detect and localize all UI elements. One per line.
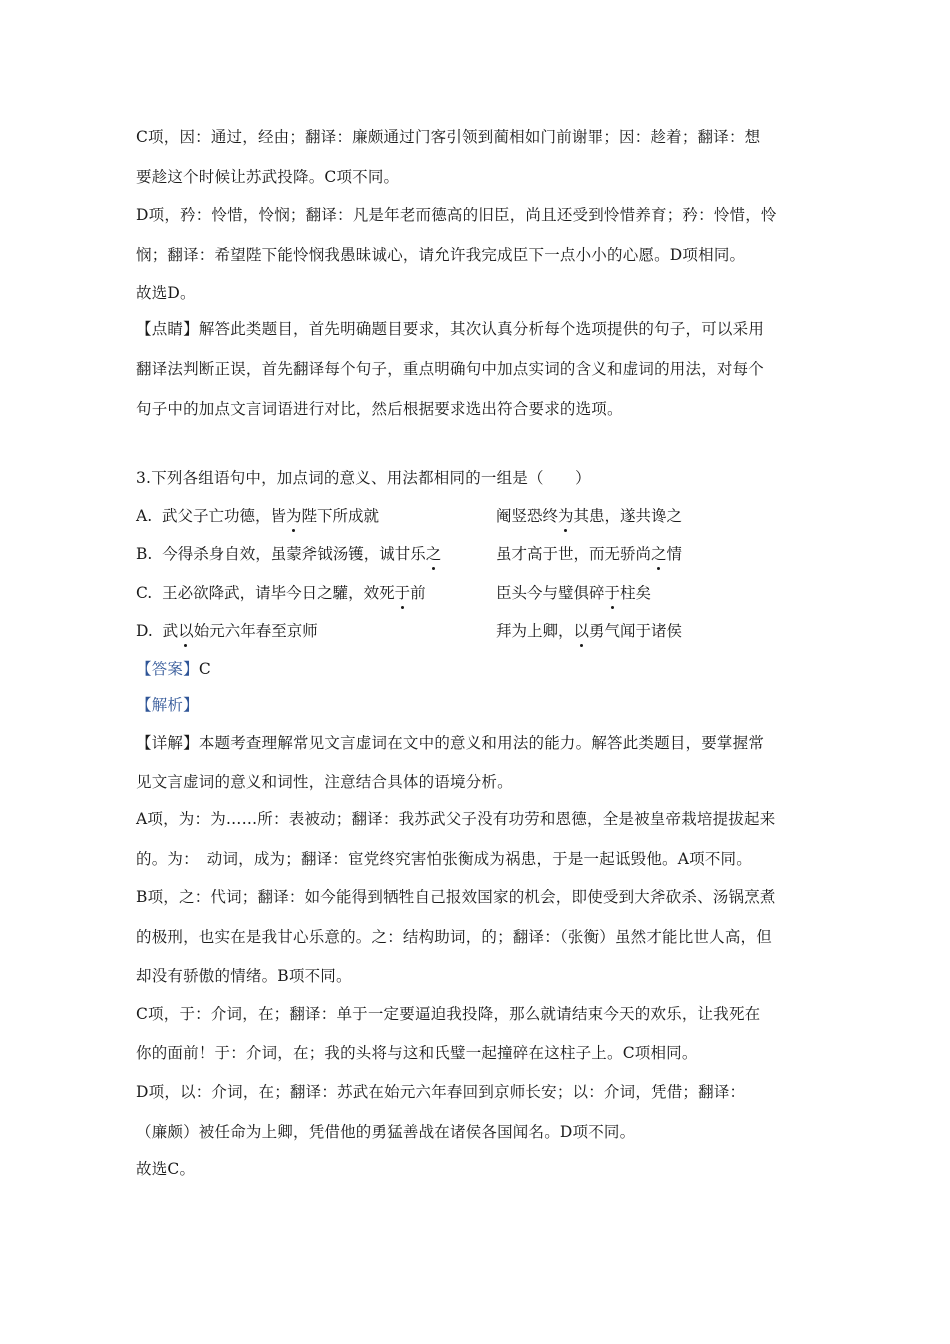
explain-line: （廉颇）被任命为上卿，凭借他的勇猛善战在诸侯各国闻名。D项不同。 (136, 1123, 636, 1141)
answer-line (136, 658, 816, 680)
dotted-word: 以 (178, 622, 194, 640)
text-line: 悯；翻译：希望陛下能怜悯我愚昧诚心，请允许我完成臣下一点小小的心愿。D项相同。 (136, 246, 746, 264)
option-label: B. (136, 545, 153, 563)
explain-line: 的极刑，也实在是我甘心乐意的。之：结构助词，的；翻译：（张衡）虽然才能比世人高，但 (136, 928, 772, 946)
document-page: C项，因：通过，经由；翻译：廉颇通过门客引领到蔺相如门前谢罪；因：趁着；翻译：想 要趁这个时候让苏武投降。C项不同。 D项，矜：怜惜，怜悯；翻译：凡是年老而德高的旧臣，尚且还受到怜惜养育；矜：怜惜，怜 悯；翻译：希望陛下能怜悯我愚昧诚心，请允许我完成臣下一点小小的心愿。D项相同。 故选D。 【点睛】解答此类题目，首先明确题目要求，其次认真分析每个选项提供的句子，可以采用 翻译法判断正误，首先翻译每个句子，重点明确句中加点实词的含义和虚词的用法，对每个 句子中的加点文言词语进行对比，然后根据要求选出符合要求的选项。 3.下列各组语句中，加点词的意义、用法都相同的一组是（ ） A. 武父子亡功德，皆为陛下所成就 阉竖恐终为其患，遂共谗之 B. 今得杀身自效，虽蒙斧钺汤镬，诚甘乐之 虽才高于世，而无骄尚之情 C. 王必欲降武，请毕今日之驩，效死于前 臣头今与璧俱碎于柱矣 D. 武以始元六年春至京师 拜为上卿，以勇气闻于诸侯 【答案】C 【解析】 【详解】本题考查理解常见文言虚词在文中的意义和用法的能力。解答此类题目，要掌握常 见文言虚词的意义和词性，注意结合具体的语境分析。 A项，为：为……所：表被动；翻译：我苏武父子没有功劳和恩德，全是被皇帝栽培提拔起来 的。为： 动词，成为；翻译：宦党终究害怕张衡成为祸患，于是一起诋毁他。A项不同。 B项，之：代词；翻译：如今能得到牺牲自己报效国家的机会，即使受到大斧砍杀、汤锅烹煮 的极刑，也实在是我甘心乐意的。之：结构助词，的；翻译：（张衡）虽然才能比世人高，但 却没有骄傲的情绪。B项不同。 C项，于：介词，在；翻译：单于一定要逼迫我投降，那么就请结束今天的欢乐，让我死在 你的面前！于：介词，在；我的头将与这和氏璧一起撞碎在这柱子上。C项相同。 D项，以：介词，在；翻译：苏武在始元六年春回到京师长安；以：介词，凭借；翻译： （廉颇）被任命为上卿，凭借他的勇猛善战在诸侯各国闻名。D项不同。 故选C。 (0, 0, 950, 1344)
dianjing-line (136, 318, 816, 340)
dotted-word: 于 (394, 584, 411, 602)
analysis-tag: 【解析】 (136, 696, 199, 714)
option-label: D. (136, 622, 153, 640)
text-line: 句子中的加点文言词语进行对比，然后根据要求选出符合要求的选项。 (136, 400, 623, 418)
dotted-word: 之 (651, 545, 667, 563)
detail-tag: 【详解】 (136, 734, 199, 752)
answer-value: C (198, 660, 211, 678)
dotted-word: 为 (558, 507, 574, 525)
explain-line: 的。为： 动词，成为；翻译：宦党终究害怕张衡成为祸患，于是一起诋毁他。A项不同。 (136, 850, 752, 868)
option-label: C. (136, 584, 153, 602)
option-label: A. (136, 507, 153, 525)
question-stem: 3.下列各组语句中，加点词的意义、用法都相同的一组是（ ） (136, 469, 591, 487)
detail-text: 本题考查理解常见文言虚词在文中的意义和用法的能力。解答此类题目，要掌握常 (198, 734, 765, 752)
explain-line: D项，以：介词，在；翻译：苏武在始元六年春回到京师长安；以：介词，凭借；翻译： (136, 1083, 746, 1101)
dianjing-tag: 【点睛】 (136, 320, 199, 338)
explain-line: C项，于：介词，在；翻译：单于一定要逼迫我投降，那么就请结束今天的欢乐，让我死在 (136, 1005, 761, 1023)
answer-tag: 【答案】 (136, 660, 199, 678)
detail-line (136, 732, 816, 754)
text-line: 见文言虚词的意义和词性，注意结合具体的语境分析。 (136, 773, 513, 791)
explain-line: A项，为：为……所：表被动；翻译：我苏武父子没有功劳和恩德，全是被皇帝栽培提拔起来 (136, 810, 776, 828)
explain-line: 却没有骄傲的情绪。B项不同。 (136, 967, 352, 985)
dotted-word: 于 (604, 584, 621, 602)
dotted-word: 之 (425, 545, 442, 563)
dotted-word: 为 (286, 507, 302, 525)
dotted-word: 以 (573, 622, 590, 640)
explain-line: B项，之：代词；翻译：如今能得到牺牲自己报效国家的机会，即使受到大斧砍杀、汤锅烹煮 (136, 888, 776, 906)
text-line: 翻译法判断正误，首先翻译每个句子，重点明确句中加点实词的含义和虚词的用法，对每个 (136, 360, 765, 378)
text-line: 要趁这个时候让苏武投降。C项不同。 (136, 168, 400, 186)
explain-line: 你的面前！于：介词，在；我的头将与这和氏璧一起撞碎在这柱子上。C项相同。 (136, 1044, 698, 1062)
text-line: 故选D。 (136, 284, 196, 302)
text-line: C项，因：通过，经由；翻译：廉颇通过门客引领到蔺相如门前谢罪；因：趁着；翻译：想 (136, 128, 761, 146)
explain-line: 故选C。 (136, 1160, 196, 1178)
dianjing-text: 解答此类题目，首先明确题目要求，其次认真分析每个选项提供的句子，可以采用 (198, 320, 765, 338)
text-line: D项，矜：怜惜，怜悯；翻译：凡是年老而德高的旧臣，尚且还受到怜惜养育；矜：怜惜，怜 (136, 206, 777, 224)
